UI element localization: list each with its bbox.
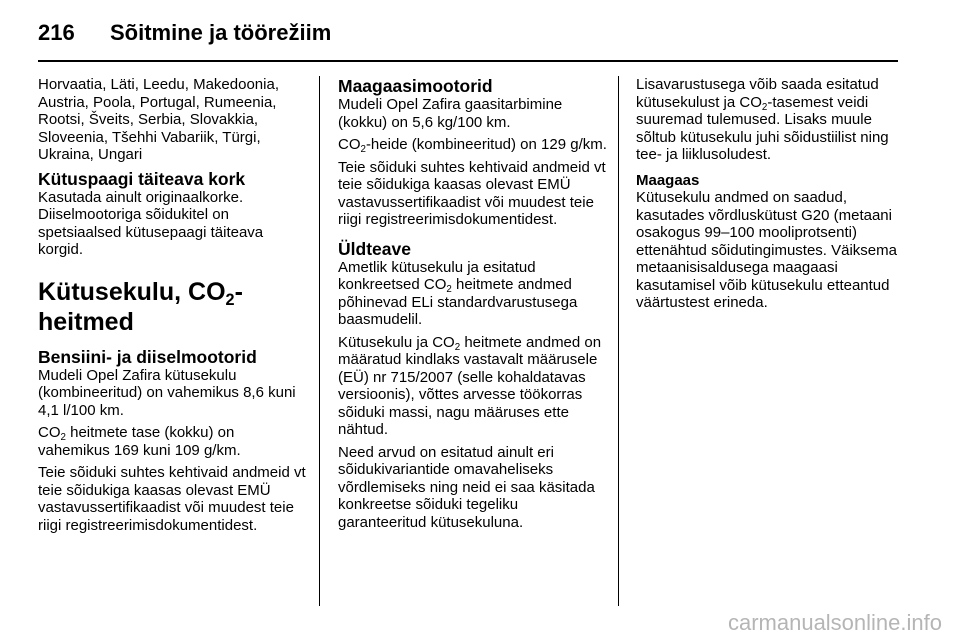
gas-engine-co2: $CO_2$-heide (kombineeritud) on 129 g/km. bbox=[338, 136, 607, 155]
fuel-cap-paragraph: Kasutada ainult originaalkorke. Diiselmootoriga sõidukitel on spetsiaalsed kütusepaagi täiteava korgid. bbox=[38, 188, 264, 258]
general-paragraph-2: Kütusekulu ja $CO_2$ heitmete andmed on määratud kindlaks vastavalt määrusele (EÜ) nr 715/2007 (selle kohaldatavas versioonis), võttes arvesse töökorras sõiduki massi, nagu määruses ette nähtud. bbox=[338, 333, 602, 438]
gas-engine-certificate: Teie sõiduki suhtes kehtivaid andmeid vt teie sõidukiga kaasas olevast EMÜ vastavussertifikaadist või muudest teie riigi registreerimisdokumentidest. bbox=[338, 158, 606, 228]
header-divider bbox=[38, 60, 898, 62]
page-number: 216 bbox=[38, 20, 75, 45]
natural-gas-paragraph: Kütusekulu andmed on saadud, kasutades võrdluskütust G20 (metaani osakogus 99–100 mooliprotsenti) ettenähtud sõidutingimustes. Väiksema metaanisisaldusega maagaasi kasutamisel võib kütusekulu etteantud väärtustest erineda. bbox=[636, 189, 897, 311]
section-title: Kütusekulu, $CO_2$-heitmed bbox=[38, 277, 243, 336]
general-paragraph-3: Need arvud on esitatud ainult eri sõidukivariantide omavaheliseks võrdlemiseks ning neid ei saa käsitada konkreetse sõiduki tegeliku garanteeritud kütusekuluna. bbox=[338, 443, 595, 531]
page-header bbox=[38, 0, 938, 62]
general-paragraph-1: Ametlik kütusekulu ja esitatud konkreetsed $CO_2$ heitmete andmed põhinevad ELi standardvarustusega baasmudelil. bbox=[338, 258, 578, 328]
petrol-diesel-co2: $CO_2$ heitmete tase (kokku) on vahemikus 169 kuni 109 g/km. bbox=[38, 424, 241, 459]
column-divider-1 bbox=[319, 76, 320, 606]
column-1 bbox=[38, 76, 308, 539]
countries-paragraph: Horvaatia, Läti, Leedu, Makedoonia, Austria, Poola, Portugal, Rumeenia, Rootsi, Šveits, Serbia, Slovakkia, Sloveenia, Tšehhi Vabariik, Türgi, Ukraina, Ungari bbox=[38, 76, 279, 163]
natural-gas-heading: Maagaas bbox=[636, 171, 700, 189]
column-divider-2 bbox=[618, 76, 619, 606]
column-3 bbox=[636, 76, 906, 317]
gas-engine-heading: Maagaasimootorid bbox=[338, 76, 493, 96]
fuel-cap-heading: Kütuspaagi täiteava kork bbox=[38, 168, 246, 189]
petrol-diesel-heading: Bensiini- ja diiselmootorid bbox=[38, 346, 257, 367]
extra-equipment-paragraph: Lisavarustusega võib saada esitatud kütusekulust ja $CO_2$-tasemest veidi suuremad tulemused. Lisaks muule sõltub kütusekulu juhi sõidustiilist ning tee- ja liiklusoludest. bbox=[636, 76, 889, 163]
petrol-diesel-certificate: Teie sõiduki suhtes kehtivaid andmeid vt teie sõidukiga kaasas olevast EMÜ vastavussertifikaadist või muudest teie riigi registreerimisdokumentidest. bbox=[38, 464, 306, 534]
page-title: Sõitmine ja töörežiim bbox=[110, 20, 332, 45]
column-2 bbox=[338, 76, 608, 536]
watermark: carmanualsonline.info bbox=[727, 610, 942, 635]
general-heading: Üldteave bbox=[338, 238, 411, 259]
gas-engine-consumption: Mudeli Opel Zafira gaasitarbimine (kokku) on 5,6 kg/100 km. bbox=[338, 96, 563, 131]
petrol-diesel-consumption: Mudeli Opel Zafira kütusekulu (kombineeritud) on vahemikus 8,6 kuni 4,1 l/100 km. bbox=[38, 366, 296, 419]
